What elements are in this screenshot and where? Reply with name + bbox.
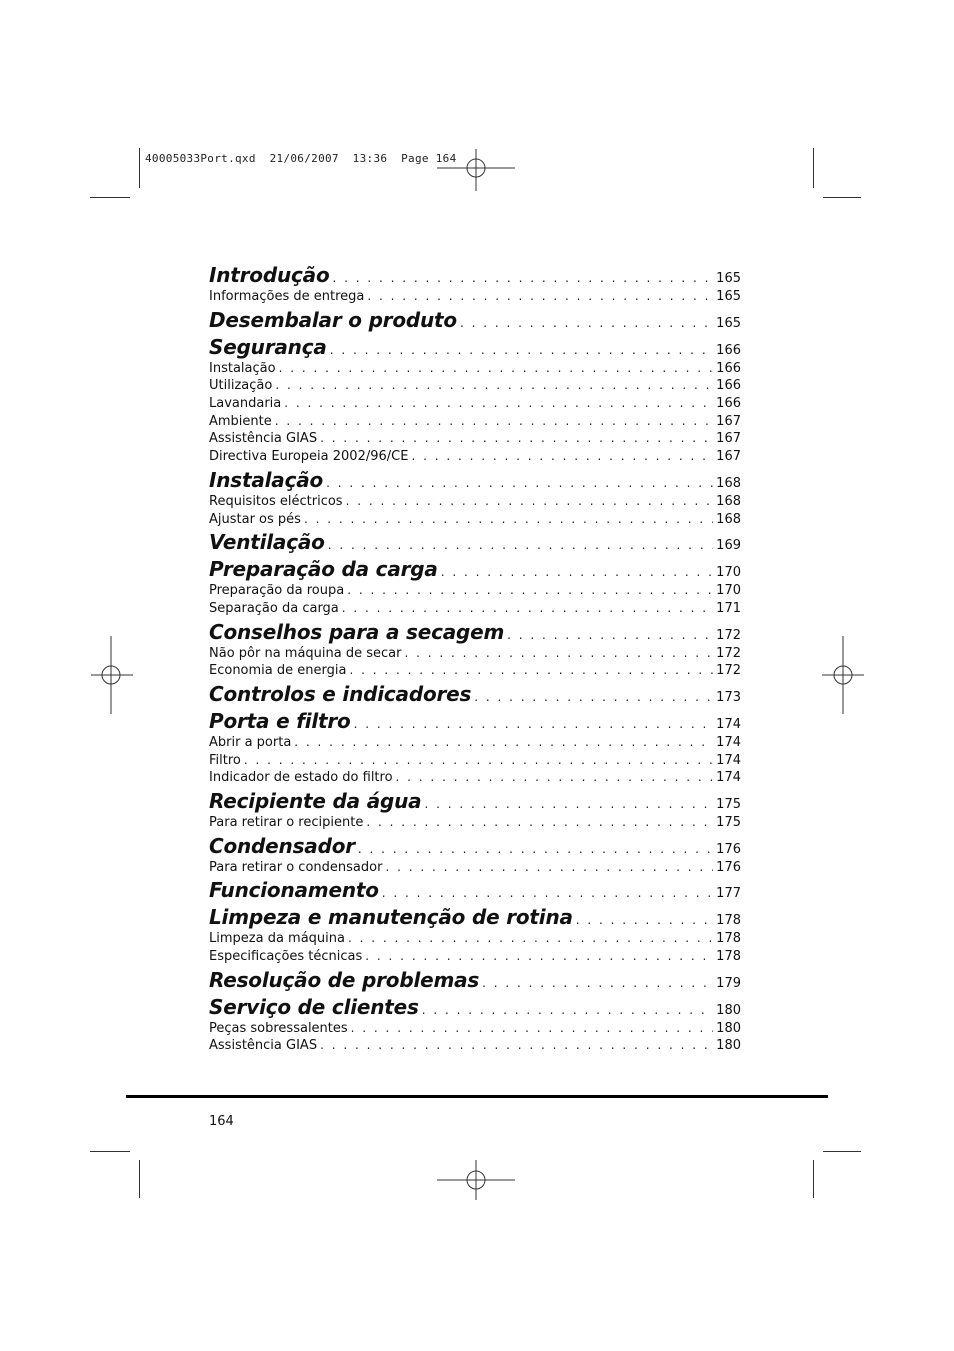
toc-section-title: Porta e filtro (209, 708, 351, 733)
dot-leader (320, 431, 713, 445)
toc-item-title: Economia de energia (209, 663, 347, 679)
toc-item-title: Filtro (209, 752, 241, 768)
dot-leader (284, 396, 713, 410)
toc-section[interactable] (209, 834, 741, 860)
toc-section-title: Ventilação (209, 530, 325, 555)
toc-item-title: Limpeza da máquina (209, 931, 345, 947)
toc-item-title: Assistência GIAS (209, 431, 318, 447)
toc-section[interactable] (209, 530, 741, 556)
toc-section-title: Serviço de clientes (209, 994, 419, 1019)
toc-page-number: 175 (716, 797, 741, 812)
toc-page-number: 167 (716, 449, 741, 465)
toc-item-title: Peças sobressalentes (209, 1020, 348, 1036)
dot-leader (348, 931, 713, 945)
toc-page-number: 172 (716, 627, 741, 643)
toc-page-number: 178 (716, 913, 741, 929)
toc-section-title: Limpeza e manutenção de rotina (209, 905, 573, 930)
crop-mark-bottom-right-v (813, 1160, 814, 1198)
toc-page-number: 167 (716, 431, 741, 447)
registration-mark-top (437, 149, 517, 191)
toc-page-number: 174 (716, 770, 741, 786)
toc-item[interactable] (209, 646, 741, 664)
toc-item[interactable] (209, 378, 741, 396)
toc-item[interactable] (209, 583, 741, 601)
toc-section-title: Segurança (209, 334, 327, 359)
toc-section-title: Recipiente da água (209, 789, 422, 813)
toc-section[interactable] (209, 468, 741, 494)
toc-section[interactable] (209, 709, 741, 735)
dot-leader (396, 770, 714, 784)
toc-section-title: Instalação (209, 467, 324, 492)
toc-item-title: Ambiente (209, 413, 272, 429)
toc-item[interactable] (209, 396, 741, 414)
toc-section-title: Resolução de problemas (209, 967, 480, 992)
toc-item-title: Lavandaria (209, 396, 282, 412)
toc-item-title: Ajustar os pés (209, 511, 301, 527)
crop-mark-bottom-left-v (139, 1160, 140, 1198)
toc-section[interactable] (209, 995, 741, 1021)
registration-mark-left (91, 636, 133, 714)
dot-leader (424, 797, 713, 811)
toc-item-title: Não pôr na máquina de secar (209, 645, 402, 661)
toc-item[interactable] (209, 931, 741, 949)
dot-leader (404, 646, 713, 660)
dot-leader (333, 271, 714, 285)
toc-item[interactable] (209, 601, 741, 619)
toc-section-title: Controlos e indicadores (209, 681, 472, 706)
dot-leader (354, 717, 714, 731)
toc-section[interactable] (209, 557, 741, 583)
toc-item[interactable] (209, 494, 741, 512)
toc-section[interactable] (209, 878, 741, 904)
dot-leader (275, 378, 713, 392)
toc-item[interactable] (209, 512, 741, 530)
toc-item[interactable] (209, 815, 741, 833)
dot-leader (365, 949, 713, 963)
dot-leader (441, 565, 713, 579)
dot-leader (349, 663, 713, 677)
dot-leader (279, 361, 714, 375)
toc-page-number: 165 (716, 271, 741, 286)
toc-item[interactable] (209, 753, 741, 771)
dot-leader (411, 449, 713, 463)
toc-item[interactable] (209, 1021, 741, 1039)
toc-page-number: 170 (716, 583, 741, 599)
toc-item[interactable] (209, 949, 741, 967)
crop-mark-top-right-v (813, 148, 814, 188)
toc-page-number: 169 (716, 538, 741, 554)
toc-item-title: Instalação (209, 360, 276, 376)
toc-page-number: 175 (716, 815, 741, 830)
toc-item[interactable] (209, 860, 741, 878)
dot-leader (275, 414, 713, 428)
dot-leader (342, 601, 713, 615)
toc-section[interactable] (209, 308, 741, 334)
toc-item-title: Para retirar o recipiente (209, 815, 364, 830)
toc-page-number: 166 (716, 396, 741, 412)
registration-mark-bottom (437, 1160, 517, 1200)
toc-section[interactable] (209, 263, 741, 289)
toc-section[interactable] (209, 905, 741, 931)
toc-item[interactable] (209, 431, 741, 449)
dot-leader (507, 628, 713, 642)
toc-page-number: 166 (716, 378, 741, 394)
toc-page-number: 166 (716, 360, 741, 376)
page-number: 164 (209, 1114, 234, 1129)
dot-leader (482, 976, 713, 990)
dot-leader (460, 316, 713, 330)
toc-section-title: Condensador (209, 833, 355, 858)
toc-item[interactable] (209, 770, 741, 788)
dot-leader (328, 538, 713, 552)
toc-section[interactable] (209, 335, 741, 361)
toc-item-title: Requisitos eléctricos (209, 493, 343, 509)
table-of-contents (209, 262, 741, 1056)
toc-page-number: 171 (716, 600, 741, 616)
dot-leader (244, 753, 713, 767)
dot-leader (347, 583, 713, 597)
toc-item[interactable] (209, 289, 741, 307)
dot-leader (474, 690, 713, 704)
toc-section[interactable] (209, 620, 741, 646)
crop-mark-bottom-right-h (823, 1151, 861, 1152)
toc-page-number: 174 (716, 716, 741, 732)
toc-page-number: 172 (716, 645, 741, 661)
toc-page-number: 172 (716, 663, 741, 679)
dot-leader (422, 1003, 713, 1017)
crop-mark-top-left-v (139, 148, 140, 188)
toc-item[interactable] (209, 414, 741, 432)
toc-item-title: Para retirar o condensador (209, 859, 383, 875)
dot-leader (346, 494, 714, 508)
toc-page-number: 177 (716, 886, 741, 902)
dot-leader (366, 815, 713, 829)
toc-page-number: 167 (716, 413, 741, 429)
toc-item-title: Assistência GIAS (209, 1038, 318, 1054)
footer-rule (126, 1095, 828, 1098)
toc-page-number: 166 (716, 342, 741, 358)
dot-leader (326, 476, 713, 490)
toc-item-title: Separação da carga (209, 600, 339, 616)
toc-item-title: Preparação da roupa (209, 583, 345, 599)
toc-page-number: 168 (716, 475, 741, 491)
toc-section[interactable] (209, 968, 741, 994)
registration-mark-right (822, 636, 864, 714)
toc-page-number: 179 (716, 975, 741, 991)
toc-page-number: 168 (716, 493, 741, 509)
toc-item[interactable] (209, 1038, 741, 1056)
toc-section-title: Introdução (209, 263, 330, 287)
toc-item-title: Especificações técnicas (209, 949, 363, 965)
dot-leader (382, 886, 713, 900)
toc-page-number: 178 (716, 931, 741, 947)
toc-item[interactable] (209, 735, 741, 753)
toc-item-title: Indicador de estado do filtro (209, 770, 393, 786)
toc-page-number: 180 (716, 1002, 741, 1018)
toc-section[interactable] (209, 682, 741, 708)
dot-leader (367, 289, 713, 303)
dot-leader (358, 842, 713, 856)
toc-item-title: Directiva Europeia 2002/96/CE (209, 449, 409, 465)
toc-section-title: Desembalar o produto (209, 307, 457, 332)
toc-page-number: 165 (716, 315, 741, 331)
crop-mark-top-right-h (823, 197, 861, 198)
toc-item[interactable] (209, 449, 741, 467)
dot-leader (576, 913, 713, 927)
dot-leader (351, 1021, 714, 1035)
toc-section[interactable] (209, 789, 741, 815)
toc-page-number: 168 (716, 511, 741, 527)
toc-page-number: 180 (716, 1020, 741, 1036)
toc-page-number: 176 (716, 841, 741, 857)
print-slug: 40005033Port.qxd 21/06/2007 13:36 Page 164 (145, 152, 457, 165)
toc-item-title: Informações de entrega (209, 289, 365, 304)
toc-item-title: Abrir a porta (209, 734, 292, 750)
toc-page-number: 180 (716, 1038, 741, 1054)
dot-leader (330, 343, 713, 357)
dot-leader (385, 860, 713, 874)
dot-leader (304, 512, 713, 526)
toc-page-number: 174 (716, 752, 741, 768)
toc-item[interactable] (209, 663, 741, 681)
toc-item-title: Utilização (209, 378, 273, 394)
toc-section-title: Funcionamento (209, 878, 379, 903)
toc-page-number: 176 (716, 859, 741, 875)
toc-section-title: Conselhos para a secagem (209, 619, 505, 644)
dot-leader (294, 735, 713, 749)
toc-page-number: 178 (716, 949, 741, 965)
dot-leader (320, 1038, 713, 1052)
toc-item[interactable] (209, 361, 741, 379)
toc-page-number: 174 (716, 734, 741, 750)
toc-section-title: Preparação da carga (209, 557, 438, 582)
crop-mark-top-left-h (90, 197, 130, 198)
crop-mark-bottom-left-h (90, 1151, 130, 1152)
toc-page-number: 165 (716, 289, 741, 304)
toc-page-number: 170 (716, 565, 741, 581)
toc-page-number: 173 (716, 689, 741, 705)
